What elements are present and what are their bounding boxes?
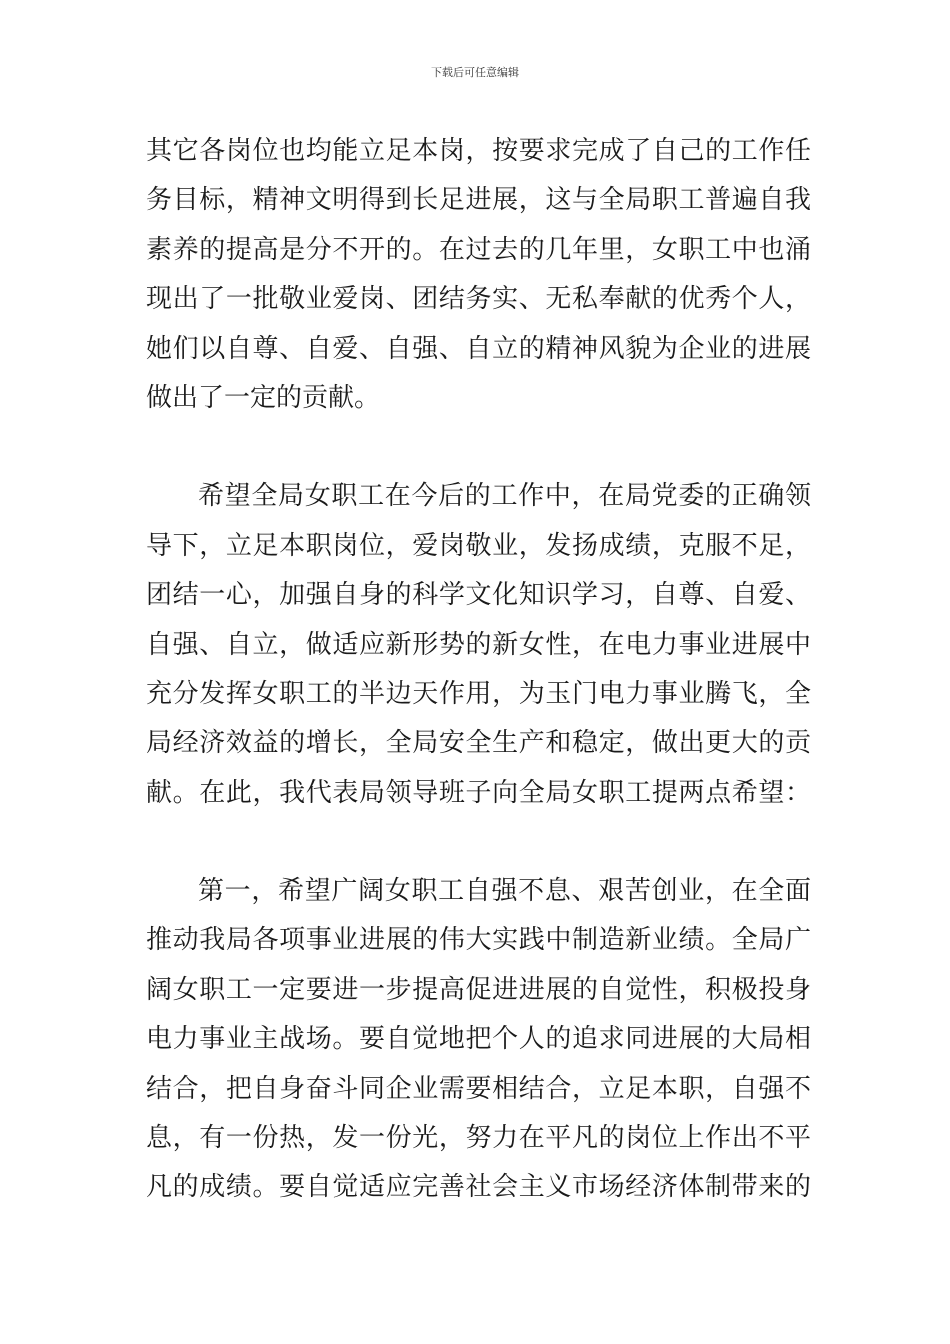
text-line: 团结一心，加强自身的科学文化知识学习，自尊、自爱、 — [146, 580, 811, 611]
text-line: 务目标，精神文明得到长足进展，这与全局职工普遍自我 — [146, 185, 811, 216]
text-line: 凡的成绩。要自觉适应完善社会主义市场经济体制带来的 — [146, 1172, 811, 1203]
paragraph-3 — [146, 867, 811, 1213]
text-line: 充分发挥女职工的半边天作用，为玉门电力事业腾飞，全 — [146, 678, 811, 709]
text-line: 希望全局女职工在今后的工作中，在局党委的正确领 — [198, 481, 811, 512]
text-line: 阔女职工一定要进一步提高促进进展的自觉性，积极投身 — [146, 974, 811, 1005]
text-line: 电力事业主战场。要自觉地把个人的追求同进展的大局相 — [146, 1024, 811, 1055]
page-header-note: 下载后可任意编辑 — [431, 66, 519, 79]
text-line: 第一，希望广阔女职工自强不息、艰苦创业，在全面 — [198, 876, 811, 907]
text-line: 局经济效益的增长，全局安全生产和稳定，做出更大的贡 — [146, 728, 811, 759]
paragraph-spacer — [146, 423, 811, 472]
text-line: 息，有一份热，发一份光，努力在平凡的岗位上作出不平 — [146, 1123, 811, 1154]
text-line: 导下，立足本职岗位，爱岗敬业，发扬成绩，克服不足， — [146, 530, 811, 561]
paragraph-1 — [146, 127, 811, 423]
document-body — [146, 127, 811, 1213]
paragraph-spacer — [146, 818, 811, 867]
text-line: 自强、自立，做适应新形势的新女性，在电力事业进展中 — [146, 629, 811, 660]
text-line: 她们以自尊、自爱、自强、自立的精神风貌为企业的进展 — [146, 333, 811, 364]
text-line: 素养的提高是分不开的。在过去的几年里，女职工中也涌 — [146, 234, 811, 265]
text-line: 其它各岗位也均能立足本岗，按要求完成了自己的工作任 — [146, 136, 811, 166]
paragraph-2 — [146, 472, 811, 818]
text-line: 献。在此，我代表局领导班子向全局女职工提两点希望： — [146, 777, 811, 808]
text-line: 结合，把自身奋斗同企业需要相结合，立足本职，自强不 — [146, 1073, 811, 1104]
text-line: 推动我局各项事业进展的伟大实践中制造新业绩。全局广 — [146, 925, 811, 956]
text-line: 做出了一定的贡献。 — [146, 382, 381, 413]
text-line: 现出了一批敬业爱岗、团结务实、无私奉献的优秀个人， — [146, 284, 811, 315]
